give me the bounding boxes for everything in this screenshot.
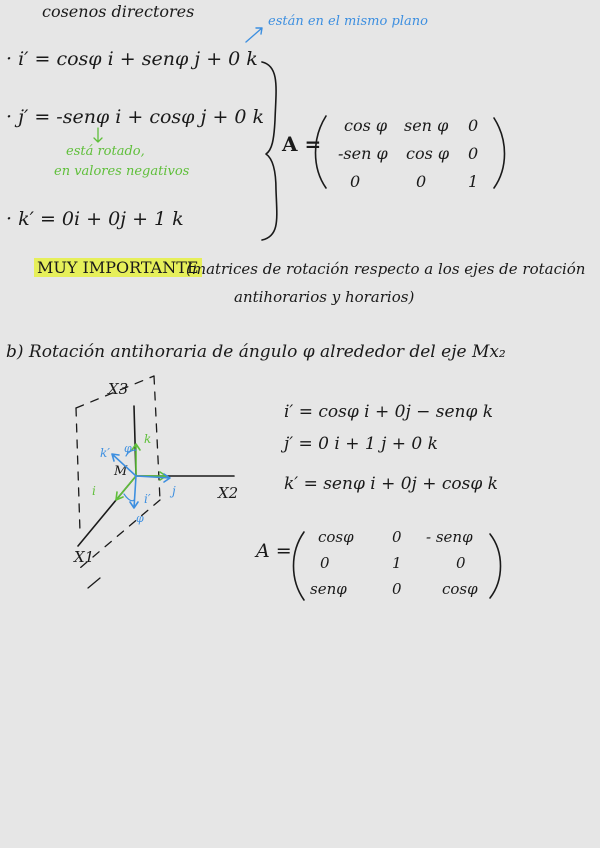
matrix-b-bracket-right [490, 534, 501, 598]
phi-label-bottom: φ [136, 512, 144, 525]
matrix-b-cell: senφ [310, 580, 347, 598]
important-highlight: MUY IMPORTANTE [34, 258, 202, 277]
matrix-b-cell: cosφ [442, 580, 478, 598]
matrix-a-bracket-right [494, 118, 505, 188]
dashed-box [76, 376, 160, 568]
curly-brace [262, 62, 277, 240]
vector-k-prime-label: k′ [100, 446, 110, 460]
note-rotated: está rotado, [66, 144, 145, 159]
matrix-b-cell: 1 [392, 554, 402, 572]
vector-j-label: j [172, 484, 176, 498]
matrix-b-cell: - senφ [426, 528, 473, 546]
axis-x1-label: X1 [74, 548, 95, 566]
matrix-a-cell: 0 [350, 172, 361, 191]
matrix-b-bracket-left [294, 532, 305, 600]
phi-label-top: φ [124, 442, 132, 455]
note-arrow-green [94, 128, 102, 142]
matrix-a-cell: 0 [416, 172, 427, 191]
matrix-a-cell: -sen φ [338, 144, 388, 163]
matrix-a-cell: sen φ [404, 116, 449, 135]
matrix-b-cell: 0 [320, 554, 330, 572]
equation-i-prime: · i′ = cosφ i + senφ j + 0 k [6, 48, 258, 70]
matrix-a-cell: cos φ [406, 144, 450, 163]
equation-j-prime: · j′ = -senφ i + cosφ j + 0 k [6, 106, 265, 128]
matrix-a-cell: 0 [468, 144, 479, 163]
matrix-a-label: A = [282, 132, 322, 156]
matrix-b-cell: 0 [392, 528, 402, 546]
vector-i-label: i [92, 484, 96, 498]
matrix-a-cell: 1 [468, 172, 479, 191]
origin-label: M [114, 464, 128, 479]
note-arrow [246, 28, 262, 42]
axis-x2-label: X2 [218, 484, 239, 502]
vector-k [132, 444, 140, 476]
equation2-i-prime: i′ = cosφ i + 0j − senφ k [284, 402, 494, 422]
vector-k-label: k [144, 432, 152, 446]
equation-k-prime: · k′ = 0i + 0j + 1 k [6, 208, 184, 230]
important-note-line1: (matrices de rotación respecto a los ejes de rotación [186, 260, 586, 278]
note-negative: en valores negativos [54, 164, 190, 179]
vector-i-prime-label: i′ [144, 492, 151, 506]
equation2-k-prime: k′ = senφ i + 0j + cosφ k [284, 474, 498, 494]
matrix-b-cell: 0 [456, 554, 466, 572]
matrix-a-bracket-left [316, 116, 327, 188]
matrix-b-cell: 0 [392, 580, 402, 598]
matrix-b-cell: cosφ [318, 528, 354, 546]
heading: cosenos directores [42, 2, 195, 21]
matrix-b-label: A = [256, 540, 292, 562]
axis-x3-label: X3 [108, 380, 129, 398]
vector-k-prime [112, 454, 136, 476]
small-mark [88, 578, 100, 588]
section-b-title: b) Rotación antihoraria de ángulo φ alrededor del eje Mx₂ [6, 342, 506, 362]
important-note-line2: antihorarios y horarios) [234, 288, 415, 306]
matrix-a-cell: 0 [468, 116, 479, 135]
equation2-j-prime: j′ = 0 i + 1 j + 0 k [284, 434, 438, 454]
note-same-plane: están en el mismo plano [268, 14, 428, 29]
matrix-a-cell: cos φ [344, 116, 388, 135]
angle-arc-bottom [124, 494, 134, 501]
